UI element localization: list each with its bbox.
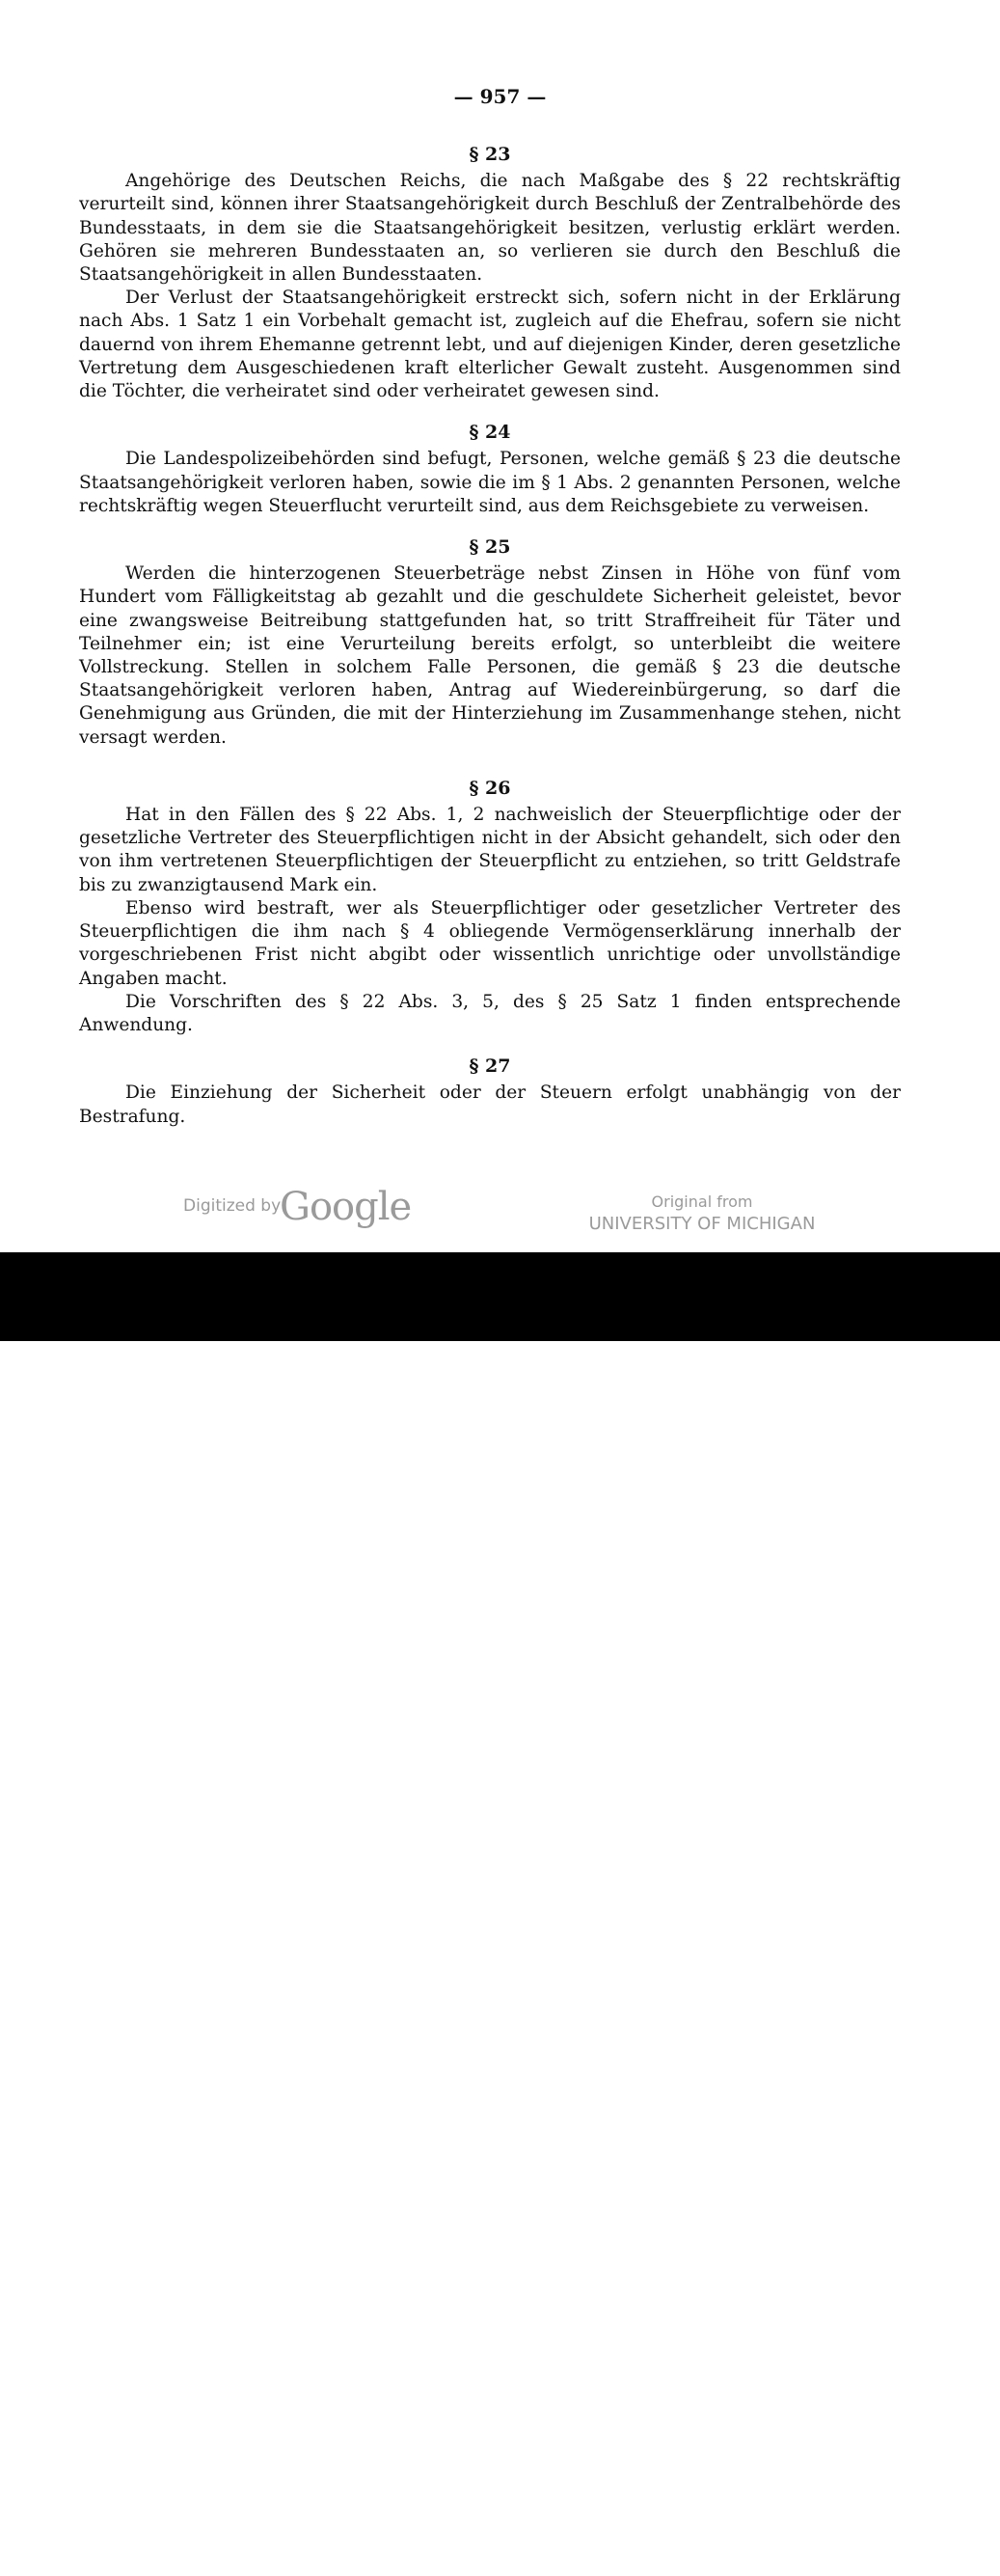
paragraph: Der Verlust der Staatsangehörigkeit erstreckt sich, sofern nicht in der Erklärung nach Abs. 1 Satz 1 ein Vorbehalt gemacht ist, zugleich auf die Ehefrau, sofern sie nicht dauernd von ihrem Ehemanne getrennt lebt, und auf diejenigen Kinder, deren gesetzliche Vertretung dem Ausgeschiedenen kraft elterlicher Gewalt zusteht. Ausgenommen sind die Töchter, die verheiratet sind oder verheiratet gewesen sind. [79,288,901,402]
university-label: UNIVERSITY OF MICHIGAN [588,1214,816,1234]
paragraph: Die Vorschriften des § 22 Abs. 3, 5, des § 25 Satz 1 finden entsprechende Anwendung. [79,991,901,1035]
paragraph: Hat in den Fällen des § 22 Abs. 1, 2 nachweislich der Steuerpflichtige oder der gesetzliche Vertreter des Steuerpflichtigen nicht in der Absicht gehandelt, sich oder den von ihm vertretenen Steuerpflichtigen der Steuerpflicht zu entziehen, so tritt Geldstrafe bis zu zwanzigtausend Mark ein. [79,805,901,895]
paragraph: Angehörige des Deutschen Reichs, die nach Maßgabe des § 22 rechtskräftig verurteilt sind, können ihrer Staatsangehörigkeit durch Beschluß der Zentralbehörde des Bundesstaats, in dem sie die Staatsangehörigkeit besitzen, verlustig erklärt werden. Gehören sie mehreren Bundesstaaten an, so verlieren sie durch den Beschluß die Staatsangehörigkeit in allen Bundesstaaten. [79,171,901,286]
google-logo: Google [280,1185,412,1229]
image-id: P9Y7KY [901,2516,977,2539]
digitized-by-label: Digitized by [183,1196,282,1216]
section-heading: § 26 [469,777,511,799]
section-26 [79,777,901,1037]
section-24 [79,421,901,518]
section-27 [79,1055,901,1129]
alamy-logo: alamy [21,2521,172,2573]
section-heading: § 27 [469,1055,511,1078]
section-heading: § 24 [469,422,511,444]
section-25 [79,535,901,750]
watermark-bar [0,1252,1000,2576]
paragraph: Die Landespolizeibehörden sind befugt, Personen, welche gemäß § 23 die deutsche Staatsangehörigkeit verloren haben, sowie die im § 1 Abs. 2 genannten Personen, welche rechtskräftig wegen Steuerflucht verurteilt sind, aus dem Reichsgebiete zu verweisen. [79,449,901,516]
site-url: www.alamy.com [821,2553,977,2576]
body-text [79,135,901,1129]
paragraph: Die Einziehung der Sicherheit oder der Steuern erfolgt unabhängig von der Bestrafung. [79,1082,901,1127]
section-heading: § 23 [469,144,511,165]
section-23 [79,143,901,403]
page-number: — 957 — [453,85,547,108]
paragraph: Ebenso wird bestraft, wer als Steuerpflichtiger oder gesetzlicher Vertreter des Steuerpflichtigen die ihm nach § 4 obliegende Vermögenserklärung innerhalb der vorgeschriebenen Frist nicht abgibt oder wissentlich unrichtige oder unvollständige Angaben macht. [79,897,901,989]
section-heading: § 25 [469,536,511,559]
paragraph: Werden die hinterzogenen Steuerbeträge nebst Zinsen in Höhe von fünf vom Hundert vom Fälligkeitstag ab gezahlt und die geschuldete Sicherheit geleistet, bevor eine zwangsweise Beitreibung stattgefunden hat, so tritt Straffreiheit für Täter und Teilnehmer ein; ist eine Verurteilung bereits erfolgt, so unterbleibt die weitere Vollstreckung. Stellen in solchem Falle Personen, die gemäß § 23 die deutsche Staatsangehörigkeit verloren haben, Antrag auf Wiedereinbürgerung, so darf die Genehmigung aus Gründen, die mit der Hinterziehung im Zusammenhange stehen, nicht versagt werden. [79,563,901,748]
scanned-page [0,0,1000,1252]
original-from-label: Original from [651,1192,753,1211]
